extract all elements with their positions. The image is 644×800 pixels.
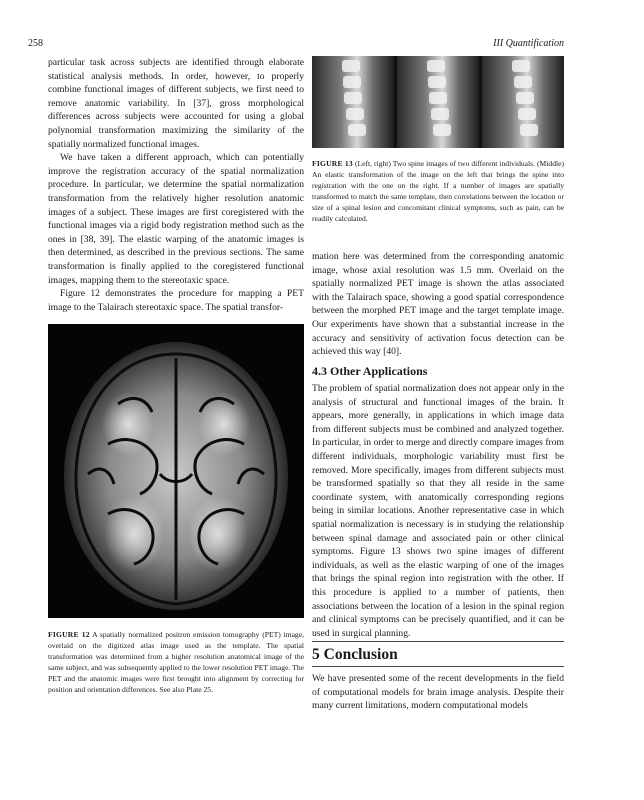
section-5-text	[312, 672, 564, 713]
section-4-3-text	[312, 382, 564, 640]
caption-intro: (Left, right) Two spine images of two different individuals. (Middle)	[354, 159, 565, 168]
section-heading: 5 Conclusion	[312, 646, 398, 663]
section-heading: 4.3 Other Applications	[312, 364, 428, 378]
section-rule	[312, 641, 564, 642]
paragraph: We have presented some of the recent developments in the field of computational models for brain image analysis. Despite their many current limitations, modern computational models	[312, 673, 564, 712]
page-number: 258	[28, 38, 43, 49]
spine-mri-image	[312, 56, 564, 148]
figure-label: FIGURE 13	[312, 159, 353, 168]
section-rule	[312, 666, 564, 667]
right-column-text	[312, 250, 564, 359]
running-header: III Quantification	[493, 38, 564, 49]
caption-text: A spatially normalized positron emission tomography (PET) image, overlaid on the digitized atlas image used as the template. The spatial transformation was determined from a higher resolution anatomical image of the same subject, and was subsequently applied to the lower resolution PET image. The PET and the anatomic images were first brought into alignment by correcting for position and orientation differences. See also Plate 25.	[48, 630, 305, 695]
caption-text: An elastic transformation of the image on the left that brings the spine into registration with the one on the right. If a number of images are spatially transformed to match the same template, then correlations between the location or size of a spinal lesion and concomitant clinical symptoms, such as pain, can be readily calculated.	[312, 170, 564, 224]
paragraph: The problem of spatial normalization does not appear only in the analysis of structural and functional images of the brain. It appears, more generally, in applications in which image data from different subjects must be combined and analyzed together. In particular, in order to merge and directly compare images from different individuals, morphologic variability must first be removed. More specifically, images from different subjects must be transformed spatially so that they all reside in the same coordinate system, with anatomically corresponding regions being in similar locations. Another representative case in which spatial normalization is necessary is in studying the relationship between spinal damage and associated pain or other clinical symptoms. Figure 13 shows two spine images of different individuals, as well as the elastic warping of one of the images that brings the spinal region into registration with the other. If this procedure is applied to a number of patients, then associations between the location of a lesion in the spinal region and clinical symptoms can be precisely quantified, and it can be used in surgical planning.	[312, 383, 564, 639]
figure-12-caption	[48, 629, 304, 696]
paragraph: We have taken a different approach, which can potentially improve the registration accuracy of the spatial normalization procedure. In particular, we determine the spatial normalization transformation from the relatively higher resolution anatomic images of a subject. These images are first coregistered with the functional images via a rigid body registration method such as the ones in [38, 39]. The elastic warping of the anatomic images is then determined, as described in the previous sections. The same transformation is finally applied to the coregistered functional images, mapping them to the stereotaxic space.	[48, 152, 304, 286]
left-column-text	[48, 56, 304, 314]
paragraph: particular task across subjects are identified through elaborate statistical analysis methods. In order, however, to properly combine functional images of different subjects, we first need to remove anatomic variability. In [37], gross morphological differences across subjects were accounted for using a global polynomial transformation maximizing the similarity of the spatially normalized functional images.	[48, 57, 304, 150]
figure-13-caption	[312, 158, 564, 225]
figure-12-pet-image	[48, 324, 304, 618]
paragraph: Figure 12 demonstrates the procedure for mapping a PET image to the Talairach stereotaxic space. The spatial transfor-	[48, 288, 304, 313]
figure-13-spine-images	[312, 56, 564, 148]
figure-label: FIGURE 12	[48, 630, 90, 639]
paragraph: mation here was determined from the corresponding anatomic image, whose axial resolution was 1.5 mm. Overlaid on the spatially normalized PET image is shown the atlas associated with the Talairach space, showing a good spatial correspondence between the morphed PET image and the target template image. Our experiments have shown that a substantial increase in the accuracy and sensitivity of activation focus detection can be achieved this way [40].	[312, 251, 564, 358]
pet-brain-image	[48, 324, 304, 618]
